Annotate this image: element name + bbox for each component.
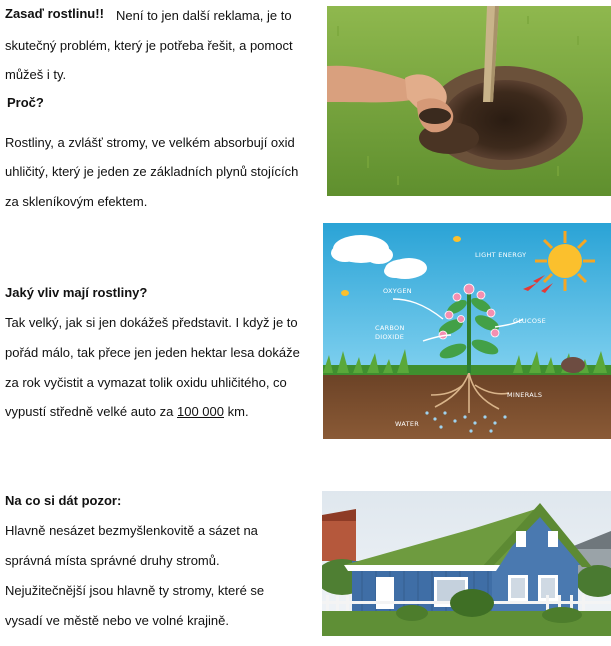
green-roof-house-photo (322, 491, 611, 636)
sun-icon (535, 231, 595, 291)
section3-line2: správná místa správné druhy stromů. (5, 553, 220, 568)
section2-heading: Jaký vliv mají rostliny? (5, 285, 148, 300)
section1-para-line2: uhličitý, který je jeden ze základních plynů stojících (5, 164, 299, 179)
section1-para-line1: Rostliny, a zvlášť stromy, ve velkém absorbují oxid (5, 135, 295, 150)
section2-line4-text: vypustí středně velké auto za (5, 404, 174, 419)
section3-line1: Hlavně nesázet bezmyšlenkovitě a sázet na (5, 523, 258, 538)
label-water: WATER (395, 420, 420, 428)
section1-para-line3: za skleníkovým efektem. (5, 194, 148, 209)
planting-photo (327, 6, 611, 196)
label-oxygen: OXYGEN (383, 287, 412, 295)
section3-line4: vysadí ve městě nebo ve volné krajině. (5, 613, 230, 628)
section1-line2: skutečný problém, který je potřeba řešit, a pomoct (5, 38, 293, 53)
distance-unit: km. (227, 404, 249, 419)
section1-subheading: Proč? (7, 95, 44, 110)
label-light-energy: LIGHT ENERGY (475, 251, 527, 259)
section1-title: Zasaď rostlinu!! (5, 6, 104, 21)
distance-value: 100 000 (177, 404, 224, 419)
section2-line1: Tak velký, jak si jen dokážeš představit. I když je to (5, 315, 298, 330)
label-glucose: GLUCOSE (513, 317, 547, 325)
section2-line3: za rok vyčistit a vymazat tolik oxidu uhličitého, co (5, 375, 287, 390)
label-dioxide: DIOXIDE (375, 333, 405, 341)
photosynthesis-diagram (323, 223, 611, 439)
label-carbon: CARBON (375, 324, 405, 332)
mole-icon (561, 357, 585, 373)
label-minerals: MINERALS (507, 391, 543, 399)
section2-line2: pořád málo, tak přece jen jeden hektar lesa dokáže (5, 345, 300, 360)
section3-line3: Nejužitečnější jsou hlavně ty stromy, které se (5, 583, 265, 598)
section3-heading: Na co si dát pozor: (5, 493, 122, 508)
section2-line4 (5, 403, 249, 421)
section1-line3: můžeš i ty. (5, 67, 67, 82)
section1-line1: Není to jen další reklama, je to (116, 8, 292, 23)
